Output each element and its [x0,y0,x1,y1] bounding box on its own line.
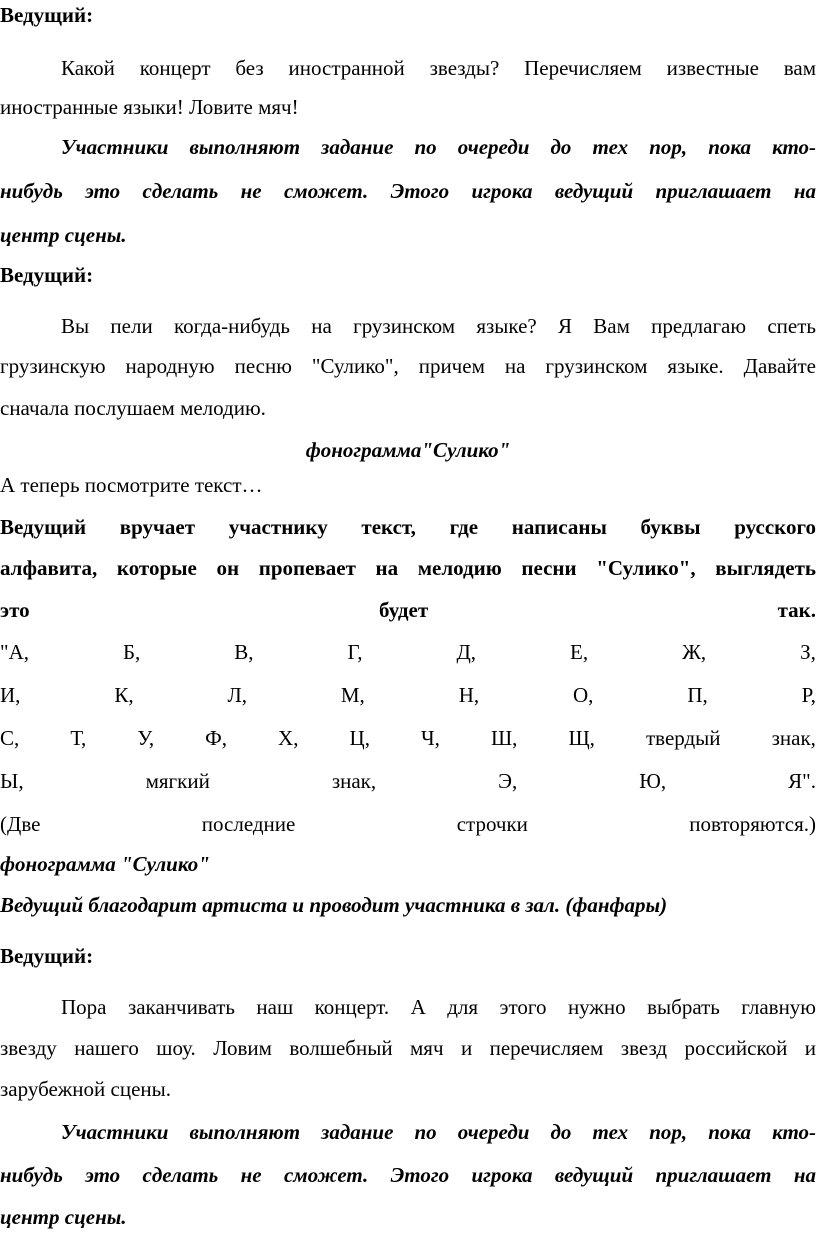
stage2-line2: нибудь это сделать не сможет. Этого игрока ведущий приглашает на [0,1163,816,1187]
alphabet-item: твердый [645,726,721,750]
stage1-line1: Участники выполняют задание по очереди до тех пор, пока кто- [61,135,816,159]
alphabet-item: Я". [788,769,816,793]
phonogram-title-1: фонограмма"Сулико" [305,438,511,462]
stage1-line3: центр сцены. [0,223,127,247]
alphabet-item: Б, [122,640,141,664]
speaker-label-2: Ведущий: [0,263,94,287]
alphabet-item: З, [800,640,816,664]
alphabet-row-3 [0,725,816,752]
thanks-line [0,892,816,919]
alphabet-item: последние [201,812,296,836]
block3-line2: звезду нашего шоу. Ловим волшебный мяч и перечисляем звезд российской и [0,1036,816,1060]
phonogram-title-2: фонограмма "Сулико" [0,852,210,876]
alphabet-item: знак, [771,726,816,750]
alphabet-item: П, [687,683,708,707]
alphabet-row-4 [0,768,816,795]
instruction-word: так. [777,598,816,622]
block2-line3: сначала послушаем мелодию. [0,396,266,420]
stage2-line3: центр сцены. [0,1205,127,1229]
alphabet-item: Н, [458,683,480,707]
alphabet-item: В, [234,640,254,664]
alphabet-item: Ч, [421,726,440,750]
alphabet-item: У, [137,726,155,750]
alphabet-item: Т, [70,726,87,750]
alphabet-item: строчки [456,812,528,836]
alphabet-item: Е, [570,640,589,664]
thanks-paren: (фанфары) [565,893,668,917]
alphabet-item: мягкий [145,769,210,793]
thanks-main: Ведущий благодарит артиста и проводит участника в зал. [0,893,561,917]
speaker-label-1: Ведущий: [0,3,94,27]
block2-line2: грузинскую народную песню "Сулико", причем на грузинском языке. Давайте [0,354,816,378]
alphabet-item: С, [0,726,20,750]
block3-line1: Пора заканчивать наш концерт. А для этого нужно выбрать главную [61,995,816,1019]
instruction-line1: Ведущий вручает участнику текст, где написаны буквы русского [0,515,816,539]
alphabet-item: Э, [498,769,518,793]
instruction-line2: алфавита, которые он пропевает на мелодию песни "Сулико", выглядеть [0,556,816,580]
alphabet-item: Р, [801,683,816,707]
alphabet-item: "А, [0,640,29,664]
alphabet-item: Ж, [682,640,707,664]
alphabet-item: Ю, [639,769,667,793]
alphabet-item: И, [0,683,21,707]
block1-line2: иностранные языки! Ловите мяч! [0,95,299,119]
alphabet-item: знак, [331,769,377,793]
alphabet-item: Ы, [0,769,24,793]
alphabet-row-5 [0,811,816,838]
speaker-label-3: Ведущий: [0,944,94,968]
alphabet-row-1 [0,639,816,666]
stage1-line2: нибудь это сделать не сможет. Этого игрока ведущий приглашает на [0,179,816,203]
alphabet-item: М, [340,683,365,707]
alphabet-item: Д, [456,640,477,664]
block2-line1: Вы пели когда-нибудь на грузинском языке? Я Вам предлагаю спеть [61,314,816,338]
alphabet-item: повторяются.) [689,812,816,836]
alphabet-item: Щ, [568,726,595,750]
alphabet-row-2 [0,682,816,709]
instruction-line3 [0,597,816,624]
stage2-line1: Участники выполняют задание по очереди до тех пор, пока кто- [61,1120,816,1144]
alphabet-item: К, [114,683,134,707]
alphabet-item: О, [573,683,594,707]
alphabet-item: Ш, [490,726,518,750]
alphabet-item: Л, [227,683,247,707]
instruction-word: будет [379,598,429,622]
instruction-word: это [0,598,30,622]
alphabet-item: (Две [0,812,41,836]
block1-line1: Какой концерт без иностранной звезды? Перечисляем известные вам [61,56,816,80]
alphabet-item: Ц, [349,726,370,750]
alphabet-item: Х, [278,726,299,750]
alphabet-item: Ф, [205,726,227,750]
look-text: А теперь посмотрите текст… [0,473,263,497]
block3-line3: зарубежной сцены. [0,1077,172,1101]
alphabet-item: Г, [347,640,363,664]
